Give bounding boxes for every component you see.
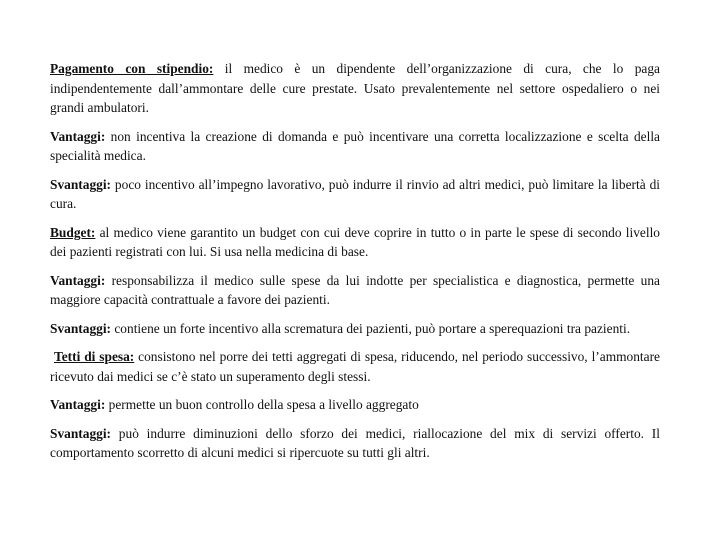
label-advantages: Vantaggi: [50, 128, 106, 144]
paragraph-salary-advantages [50, 127, 660, 166]
heading-budget: Budget: [50, 224, 96, 240]
paragraph-text: non incentiva la creazione di domanda e può incentivare una corretta localizzazione e scelta della specialità medica. [50, 128, 660, 163]
heading-spending-caps: Tetti di spesa: [54, 349, 135, 364]
label-advantages: Vantaggi: [50, 272, 106, 288]
paragraph-text: responsabilizza il medico sulle spese da lui indotte per specialistica e diagnostica, permette una maggiore capacità contrattuale a favore dei pazienti. [50, 272, 660, 307]
paragraph-budget-disadvantages [50, 319, 660, 339]
paragraph-salary-payment [50, 59, 660, 118]
paragraph-caps-disadvantages [50, 424, 660, 463]
heading-salary-payment: Pagamento con stipendio: [50, 61, 214, 76]
paragraph-text: consistono nel porre dei tetti aggregati di spesa, riducendo, nel periodo successivo, l’ammontare ricevuto dai medici se c’è stato un superamento degli stessi. [50, 349, 660, 384]
paragraph-text: poco incentivo all’impegno lavorativo, può indurre il rinvio ad altri medici, può limitare la libertà di cura. [50, 176, 660, 211]
label-disadvantages: Svantaggi: [50, 425, 112, 441]
paragraph-text: permette un buon controllo della spesa a livello aggregato [105, 397, 419, 412]
paragraph-text: al medico viene garantito un budget con cui deve coprire in tutto o in parte le spese di secondo livello dei pazienti registrati con lui. Si usa nella medicina di base. [50, 224, 660, 259]
paragraph-text: il medico è un dipendente dell’organizzazione di cura, che lo paga indipendentemente dall’ammontare delle cure prestate. Usato prevalentemente nel settore ospedaliero o nei grandi ambulatori. [50, 61, 660, 115]
paragraph-caps-advantages [50, 395, 660, 415]
paragraph-spending-caps [50, 347, 660, 386]
paragraph-budget [50, 223, 660, 262]
label-advantages: Vantaggi: [50, 397, 106, 412]
paragraph-salary-disadvantages [50, 175, 660, 214]
paragraph-text: contiene un forte incentivo alla scrematura dei pazienti, può portare a sperequazioni tra pazienti. [111, 320, 631, 336]
document-body [50, 59, 660, 472]
label-disadvantages: Svantaggi: [50, 176, 112, 192]
paragraph-text: può indurre diminuzioni dello sforzo dei medici, riallocazione del mix di servizi offerto. Il comportamento scorretto di alcuni medici si ripercuote su tutti gli altri. [50, 425, 660, 460]
paragraph-budget-advantages [50, 271, 660, 310]
label-disadvantages: Svantaggi: [50, 320, 112, 336]
